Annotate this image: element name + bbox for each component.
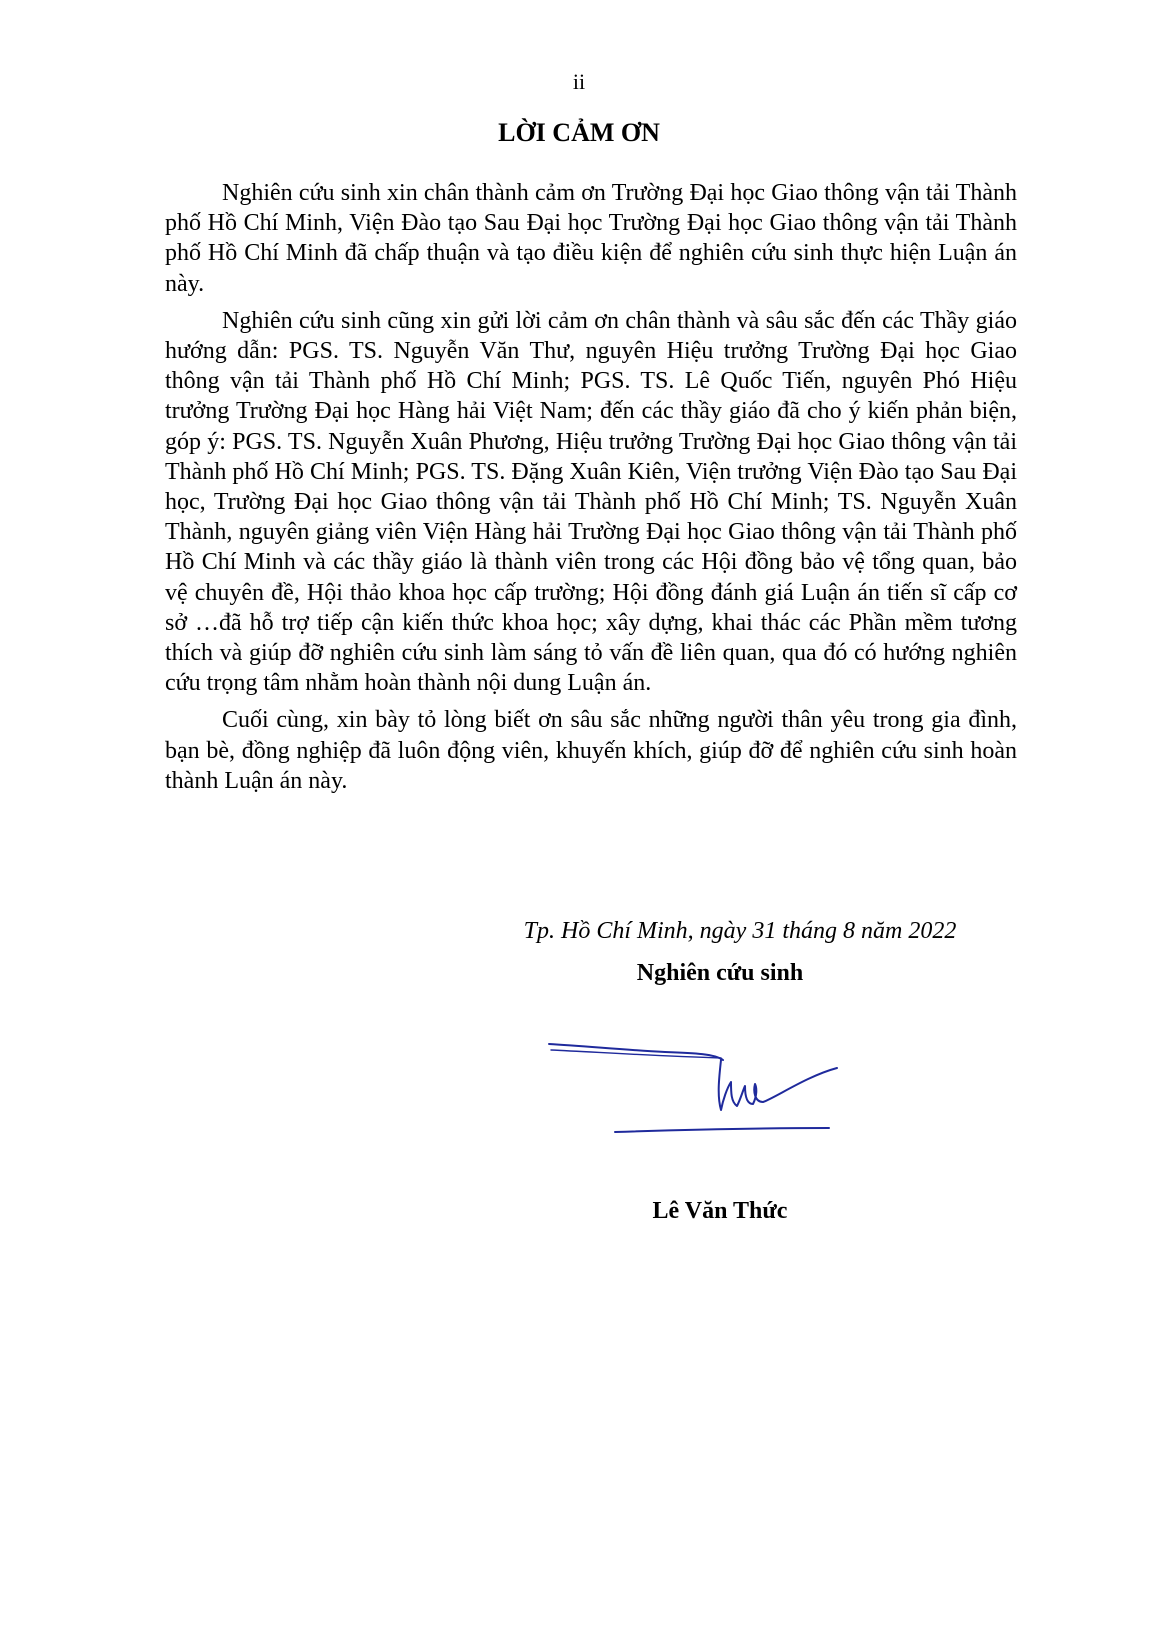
handwritten-signature [545, 1030, 855, 1150]
page-number: ii [572, 69, 586, 94]
paragraph-thanks-university: Nghiên cứu sinh xin chân thành cảm ơn Trường Đại học Giao thông vận tải Thành phố Hồ Chí Minh, Viện Đào tạo Sau Đại học Trường Đại học Giao thông vận tải Thành phố Hồ Chí Minh đã chấp thuận và tạo điều kiện để nghiên cứu sinh thực hiện Luận án này. [165, 180, 1017, 297]
signer-name: Lê Văn Thức [652, 1198, 788, 1224]
signature-role: Nghiên cứu sinh [636, 960, 804, 986]
signature-place-date: Tp. Hồ Chí Minh, ngày 31 tháng 8 năm 2022 [523, 918, 957, 944]
page-title: LỜI CẢM ƠN [498, 118, 660, 147]
signature-ink [549, 1044, 837, 1132]
acknowledgement-body [165, 178, 1017, 803]
paragraph-thanks-supervisors: Nghiên cứu sinh cũng xin gửi lời cảm ơn chân thành và sâu sắc đến các Thầy giáo hướng dẫn: PGS. TS. Nguyễn Văn Thư, nguyên Hiệu trưởng Trường Đại học Giao thông vận tải Thành phố Hồ Chí Minh; PGS. TS. Lê Quốc Tiến, nguyên Phó Hiệu trưởng Trường Đại học Hàng hải Việt Nam; đến các thầy giáo đã cho ý kiến phản biện, góp ý: PGS. TS. Nguyễn Xuân Phương, Hiệu trưởng Trường Đại học Giao thông vận tải Thành phố Hồ Chí Minh; PGS. TS. Đặng Xuân Kiên, Viện trưởng Viện Đào tạo Sau Đại học, Trường Đại học Giao thông vận tải Thành phố Hồ Chí Minh; TS. Nguyễn Xuân Thành, nguyên giảng viên Viện Hàng hải Trường Đại học Giao thông vận tải Thành phố Hồ Chí Minh và các thầy giáo là thành viên trong các Hội đồng bảo vệ tổng quan, bảo vệ chuyên đề, Hội thảo khoa học cấp trường; Hội đồng đánh giá Luận án tiến sĩ cấp cơ sở …đã hỗ trợ tiếp cận kiến thức khoa học; xây dựng, khai thác các Phần mềm tương thích và giúp đỡ nghiên cứu sinh làm sáng tỏ vấn đề liên quan, qua đó có hướng nghiên cứu trọng tâm nhằm hoàn thành nội dung Luận án. [165, 307, 1017, 697]
paragraph-thanks-family: Cuối cùng, xin bày tỏ lòng biết ơn sâu sắc những người thân yêu trong gia đình, bạn bè, đồng nghiệp đã luôn động viên, khuyến khích, giúp đỡ để nghiên cứu sinh hoàn thành Luận án này. [165, 707, 1017, 794]
